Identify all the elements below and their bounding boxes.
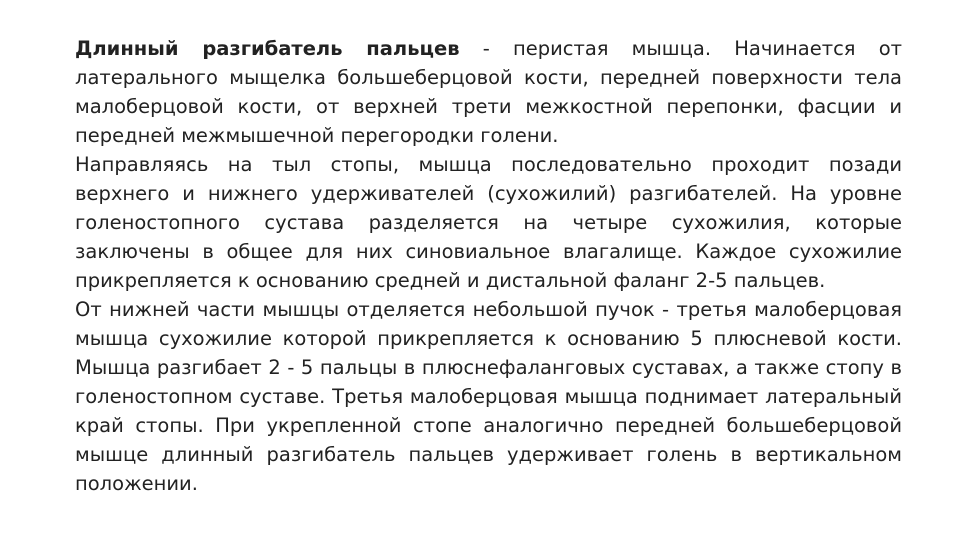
paragraph-1-text: - перистая мышца. Начинается от латерального мыщелка большеберцовой кости, передней поверхности тела малоберцовой кости, от верхней трети межкостной перепонки, фасции и передней межмышечной перегородки голени.: [75, 37, 902, 147]
paragraph-2-text: Направляясь на тыл стопы, мышца последовательно проходит позади верхнего и нижнего удерживателей (сухожилий) разгибателей. На уровне голеностопного сустава разделяется на четыре сухожилия, которые заключены в общее для них синовиальное влагалище. Каждое сухожилие прикрепляется к основанию средней и дистальной фаланг 2-5 пальцев.: [75, 153, 902, 292]
paragraph-3: [75, 295, 902, 498]
paragraph-1: [75, 34, 902, 150]
paragraph-3-text: От нижней части мышцы отделяется небольшой пучок - третья малоберцовая мышца сухожилие которой прикрепляется к основанию 5 плюсневой кости. Мышца разгибает 2 - 5 пальцы в плюснефаланговых суставах, а также стопу в голеностопном суставе. Третья малоберцовая мышца поднимает латеральный край стопы. При укрепленной стопе аналогично передней большеберцовой мышце длинный разгибатель пальцев удерживает голень в вертикальном положении.: [75, 298, 902, 495]
muscle-term: Длинный разгибатель пальцев: [75, 37, 460, 60]
paragraph-2: [75, 150, 902, 295]
body-text: [75, 34, 902, 498]
